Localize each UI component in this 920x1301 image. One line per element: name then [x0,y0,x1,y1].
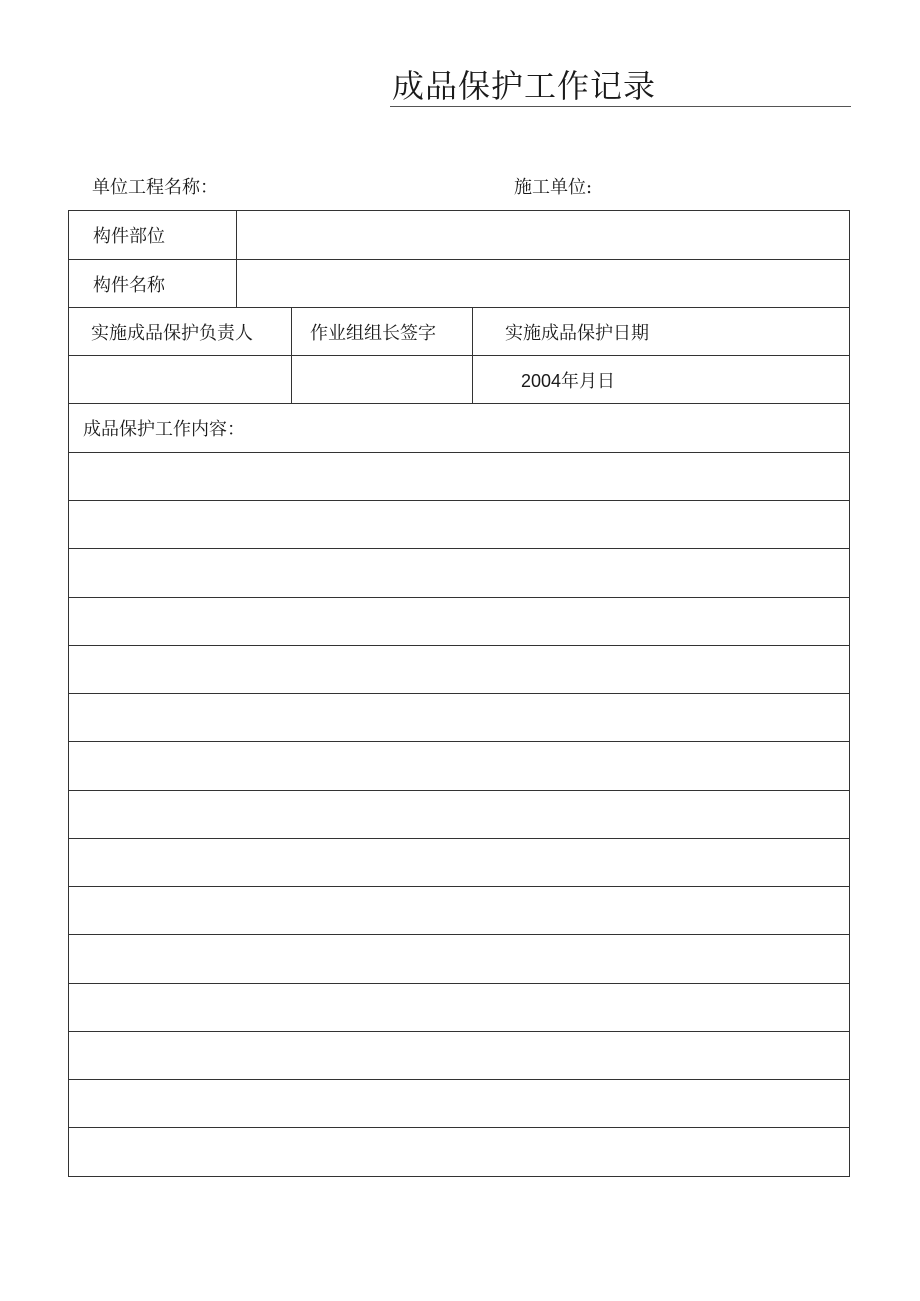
unit-project-name-label: 单位工程名称： [92,177,218,198]
protection-date-field[interactable] [473,356,849,403]
signature-value-row [69,356,849,404]
content-line[interactable] [69,791,849,839]
protection-content-label-row [69,404,849,453]
responsible-person-field[interactable] [69,356,292,403]
signature-header-row [69,308,849,356]
protection-date-header: 实施成品保护日期 [505,322,649,344]
document-title: 成品保护工作记录 [392,67,657,105]
content-line[interactable] [69,1032,849,1080]
component-name-label: 构件名称 [69,260,237,307]
protection-content-label: 成品保护工作内容： [83,419,245,440]
team-leader-signature-field[interactable] [292,356,473,403]
team-leader-signature-header: 作业组组长签字 [292,308,473,355]
content-line[interactable] [69,1128,849,1176]
content-line[interactable] [69,887,849,935]
responsible-person-header: 实施成品保护负责人 [69,308,292,355]
component-name-row [69,260,849,308]
content-line[interactable] [69,694,849,742]
component-name-field[interactable] [237,260,849,307]
content-line[interactable] [69,453,849,501]
content-line[interactable] [69,935,849,984]
construction-unit-label: 施工单位: [514,177,593,198]
content-line[interactable] [69,984,849,1032]
title-underline [390,106,851,107]
content-line[interactable] [69,742,849,791]
component-location-field[interactable] [237,211,849,259]
content-line[interactable] [69,646,849,694]
content-line[interactable] [69,549,849,598]
content-line[interactable] [69,501,849,549]
component-location-row [69,211,849,260]
component-location-label: 构件部位 [69,211,237,259]
content-line[interactable] [69,839,849,887]
protection-date-value: 2004年月日 [521,370,616,391]
content-line[interactable] [69,598,849,646]
protection-record-form [68,210,850,1177]
content-line[interactable] [69,1080,849,1128]
